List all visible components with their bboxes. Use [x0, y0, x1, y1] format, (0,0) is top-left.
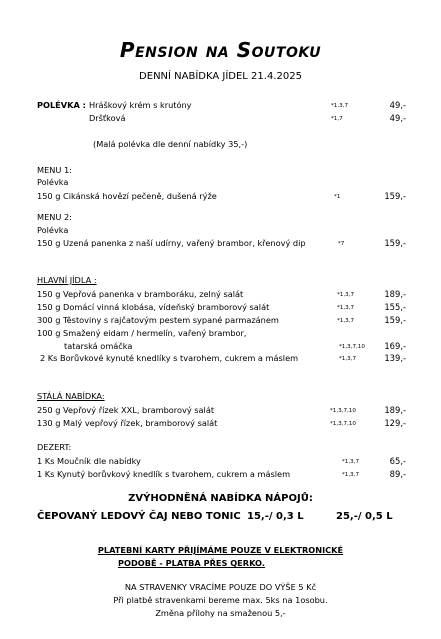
drinks-heading: ZVÝHODNĚNÁ NABÍDKA NÁPOJŮ:: [128, 493, 313, 504]
main-item-name: 150 g Domácí vinná klobása, vídeňský bramborový salát: [37, 302, 270, 312]
main-item-allergens: *1,3,7,10: [339, 344, 365, 350]
main-item-name: 100 g Smažený eidam / hermelín, vařený brambor,: [37, 328, 247, 338]
main-item-allergens: *1,3,7: [339, 356, 357, 362]
drinks-price-small: 15,-/ 0,3 L: [247, 511, 304, 522]
side-change-note: Změna přílohy na smaženou 5,-: [155, 608, 286, 618]
standing-item-name: 250 g Vepřový řízek XXL, bramborový salát: [37, 405, 215, 415]
main-item-price: 169,-: [384, 341, 406, 351]
voucher-note: Při platbě stravenkami bereme max. 5ks na 1osobu.: [113, 595, 328, 605]
page-title: Pension na Soutoku: [119, 38, 322, 62]
page-subtitle: DENNÍ NABÍDKA JÍDEL 21.4.2025: [139, 71, 302, 82]
main-item-allergens: *1,3,7: [337, 318, 355, 324]
soup-item-price: 49,-: [389, 100, 406, 110]
dessert-item-price: 65,-: [389, 456, 406, 466]
main-item-name: tatarská omáčka: [64, 341, 133, 351]
standing-item-name: 130 g Malý vepřový řízek, bramborový salát: [37, 418, 218, 428]
menu2-item-price: 159,-: [384, 238, 406, 248]
menu1-sub: Polévka: [37, 177, 69, 187]
menu1-item-price: 159,-: [384, 191, 406, 201]
main-item-price: 159,-: [384, 315, 406, 325]
menu2-item-name: 150 g Uzená panenka z naší udírny, vařený brambor, křenový dip: [37, 238, 306, 248]
soup-heading: POLÉVKA :: [37, 100, 86, 110]
voucher-note: NA STRAVENKY VRACÍME POUZE DO VÝŠE 5 Kč: [124, 582, 317, 592]
main-item-allergens: *1,3,7: [337, 292, 355, 298]
standing-heading: STÁLÁ NABÍDKA:: [37, 391, 105, 401]
main-item-name: 2 Ks Borůvkové kynuté knedlíky s tvarohem, cukrem a máslem: [40, 353, 299, 363]
standing-item-price: 189,-: [384, 405, 406, 415]
soup-item-price: 49,-: [389, 113, 406, 123]
dessert-item-name: 1 Ks Moučník dle nabídky: [37, 456, 141, 466]
menu1-item-name: 150 g Cikánská hovězí pečeně, dušená rýže: [37, 191, 217, 201]
menu1-item-allergens: *1: [334, 194, 341, 200]
standing-item-allergens: *1,3,7,10: [330, 408, 356, 414]
drinks-price-large: 25,-/ 0,5 L: [336, 511, 393, 522]
menu2-heading: MENU 2:: [37, 212, 72, 222]
card-payment-note: PLATEBNÍ KARTY PŘIJÍMÁME POUZE V ELEKTRONICKÉ: [97, 545, 344, 555]
main-item-price: 189,-: [384, 289, 406, 299]
main-item-allergens: *1,3,7: [337, 305, 355, 311]
menu1-heading: MENU 1:: [37, 165, 72, 175]
drinks-item-name: ČEPOVANÝ LEDOVÝ ČAJ NEBO TONIC: [37, 511, 241, 522]
standing-item-price: 129,-: [384, 418, 406, 428]
dessert-item-allergens: *1,3,7: [342, 472, 360, 478]
main-item-name: 300 g Těstoviny s rajčatovým pestem sypané parmazánem: [37, 315, 279, 325]
dessert-heading: DEZERT:: [37, 442, 72, 452]
menu2-item-allergens: *7: [338, 241, 345, 247]
dessert-item-price: 89,-: [389, 469, 406, 479]
soup-item-allergens: *1,7: [331, 116, 343, 122]
soup-item-name: Hráškový krém s krutóny: [89, 100, 192, 110]
mains-heading: HLAVNÍ JÍDLA :: [37, 275, 97, 285]
soup-item-name: Dršťková: [89, 113, 126, 123]
main-item-price: 139,-: [384, 353, 406, 363]
card-payment-note: PODOBĚ - PLATBA PŘES QERKO.: [118, 558, 265, 568]
dessert-item-name: 1 Ks Kynutý borůvkový knedlík s tvarohem, cukrem a máslem: [37, 469, 291, 479]
soup-item-allergens: *1,3,7: [331, 103, 349, 109]
menu2-sub: Polévka: [37, 225, 69, 235]
main-item-price: 155,-: [384, 302, 406, 312]
standing-item-allergens: *1,3,7,10: [330, 421, 356, 427]
soup-note: (Malá polévka dle denní nabídky 35,-): [93, 139, 248, 149]
main-item-name: 150 g Vepřová panenka v bramboráku, zelný salát: [37, 289, 244, 299]
dessert-item-allergens: *1,3,7: [342, 459, 360, 465]
